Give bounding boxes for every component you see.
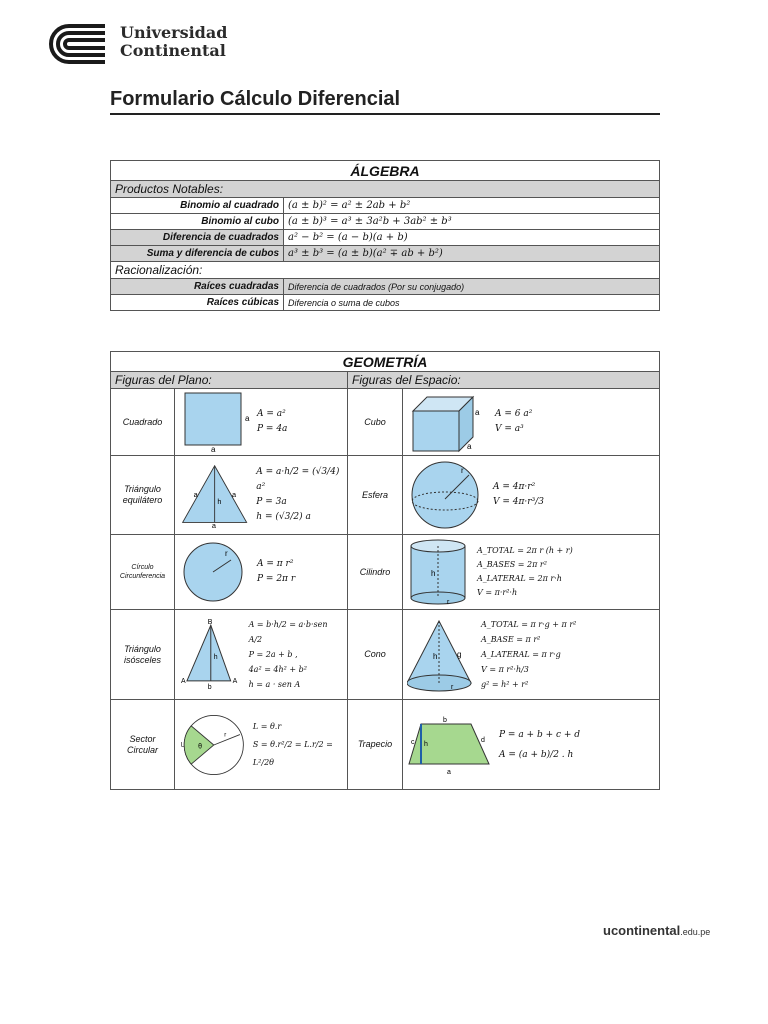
figure-cell xyxy=(175,389,348,456)
svg-text:b: b xyxy=(443,716,447,724)
svg-text:a: a xyxy=(211,445,216,453)
svg-text:r: r xyxy=(451,683,454,691)
svg-text:b: b xyxy=(207,683,212,691)
circle-figure xyxy=(179,540,251,604)
formula: A_BASES = 2π r² xyxy=(477,560,547,569)
row-formula: (a ± b)² = a² ± 2ab + b² xyxy=(284,198,660,214)
table-row xyxy=(111,279,660,295)
formula: V = π r²·h/3 xyxy=(481,665,529,674)
row-formula: (a ± b)³ = a³ ± 3a²b + 3ab² ± b³ xyxy=(284,214,660,230)
brand-name: ucontinental xyxy=(603,923,681,938)
formula: h = (√3/2) a xyxy=(256,512,311,522)
row-label: Raíces cúbicas xyxy=(111,295,284,311)
section-productos-notables: Productos Notables: xyxy=(111,181,660,198)
equilateral-triangle-figure xyxy=(179,459,250,531)
figure-cell xyxy=(403,456,660,535)
formula: A = a·h/2 = (√3/4) a² xyxy=(256,467,340,492)
formula: A = a² xyxy=(257,409,286,419)
formula: V = a³ xyxy=(495,424,524,434)
figure-cell xyxy=(403,610,660,700)
svg-text:h: h xyxy=(217,497,222,507)
formula: A_TOTAL = π r·g + π r² xyxy=(481,620,577,629)
square-figure xyxy=(179,391,251,453)
formula: h = a · sen A xyxy=(248,680,301,689)
svg-text:A: A xyxy=(180,677,186,685)
cone-figure xyxy=(407,615,475,695)
svg-text:h: h xyxy=(424,740,428,748)
row-note: Diferencia de cuadrados (Por su conjugado) xyxy=(284,279,660,295)
figure-cell xyxy=(403,389,660,456)
row-label: Binomio al cuadrado xyxy=(111,198,284,214)
title-rule xyxy=(110,113,660,115)
row-formula: a² − b² = (a − b)(a + b) xyxy=(284,230,660,246)
svg-text:a: a xyxy=(232,489,237,499)
figure-cell xyxy=(403,700,660,790)
svg-text:a: a xyxy=(447,768,451,776)
svg-text:B: B xyxy=(207,618,213,626)
algebra-table xyxy=(110,160,660,311)
formula: A = (a + b)/2 . h xyxy=(499,749,574,760)
table-row xyxy=(111,230,660,246)
figure-cell xyxy=(175,456,348,535)
table-row xyxy=(111,246,660,262)
space-figures-header: Figuras del Espacio: xyxy=(348,372,660,389)
svg-text:r: r xyxy=(447,599,450,606)
formula: A = 4π·r² xyxy=(493,482,536,492)
svg-text:a: a xyxy=(245,414,250,423)
formula: A_BASE = π r² xyxy=(481,635,541,644)
figure-label: Esfera xyxy=(348,456,403,535)
university-logo xyxy=(47,22,109,66)
table-row xyxy=(111,700,660,790)
figure-label: Cono xyxy=(348,610,403,700)
figure-cell xyxy=(175,535,348,610)
figure-label: Cuadrado xyxy=(111,389,175,456)
svg-text:r: r xyxy=(461,466,464,475)
table-row xyxy=(111,389,660,456)
svg-text:a: a xyxy=(211,520,216,530)
section-racionalizacion: Racionalización: xyxy=(111,262,660,279)
cube-figure xyxy=(407,391,489,453)
cylinder-figure xyxy=(407,538,471,606)
formula: V = π·r²·h xyxy=(477,588,518,597)
svg-text:g: g xyxy=(457,649,462,659)
row-formula: a³ ± b³ = (a ± b)(a² ∓ ab + b²) xyxy=(284,246,660,262)
table-row xyxy=(111,198,660,214)
footer-brand xyxy=(603,923,710,938)
trapezoid-figure xyxy=(407,714,493,776)
university-line1: Universidad xyxy=(120,23,228,42)
formula: A_LATERAL = π r·g xyxy=(481,650,561,659)
svg-text:h: h xyxy=(431,569,436,578)
figure-label: Triángulo isósceles xyxy=(111,610,175,700)
svg-text:a: a xyxy=(193,489,198,499)
row-label: Binomio al cubo xyxy=(111,214,284,230)
formula: L = θ.r xyxy=(252,721,282,731)
formula: A = b·h/2 = a·b·sen A/2 xyxy=(248,620,328,644)
algebra-title: ÁLGEBRA xyxy=(111,161,660,181)
formula: V = 4π·r³/3 xyxy=(493,497,544,507)
figure-label: Trapecio xyxy=(348,700,403,790)
figure-cell xyxy=(403,535,660,610)
formula: A_TOTAL = 2π r (h + r) xyxy=(477,546,573,555)
svg-text:c: c xyxy=(411,738,415,746)
row-label: Suma y diferencia de cubos xyxy=(111,246,284,262)
svg-text:a: a xyxy=(475,408,480,417)
formula: P = 2a + b , xyxy=(248,650,298,659)
figure-cell xyxy=(175,610,348,700)
figure-label: Triángulo equilátero xyxy=(111,456,175,535)
figure-cell xyxy=(175,700,348,790)
geometry-title: GEOMETRÍA xyxy=(111,352,660,372)
row-label: Diferencia de cuadrados xyxy=(111,230,284,246)
svg-text:h: h xyxy=(213,653,218,661)
formula: 4a² = 4h² + b² xyxy=(248,665,307,674)
figure-label: Círculo Circunferencia xyxy=(111,535,175,610)
svg-text:L: L xyxy=(180,741,185,749)
svg-text:h: h xyxy=(433,651,438,661)
svg-text:A: A xyxy=(232,677,238,685)
table-row xyxy=(111,456,660,535)
geometry-table xyxy=(110,351,660,790)
brand-suffix: .edu.pe xyxy=(680,927,711,937)
formula: A_LATERAL = 2π r·h xyxy=(477,574,562,583)
svg-text:a: a xyxy=(467,442,472,451)
svg-text:θ: θ xyxy=(198,742,202,750)
isosceles-triangle-figure xyxy=(179,619,243,691)
university-line2: Continental xyxy=(120,41,226,60)
row-note: Diferencia o suma de cubos xyxy=(284,295,660,311)
figure-label: Sector Circular xyxy=(111,700,175,790)
formula: g² = h² + r² xyxy=(481,680,529,689)
svg-text:d: d xyxy=(481,736,485,744)
formula: A = π r² xyxy=(257,559,294,569)
figure-label: Cilindro xyxy=(348,535,403,610)
circular-sector-figure xyxy=(179,707,247,783)
table-row xyxy=(111,295,660,311)
plane-figures-header: Figuras del Plano: xyxy=(111,372,348,389)
formula: P = 2π r xyxy=(257,574,296,584)
table-row xyxy=(111,214,660,230)
formula: P = a + b + c + d xyxy=(499,729,581,740)
formula: A = 6 a² xyxy=(495,409,533,419)
university-name xyxy=(120,24,227,60)
document-title: Formulario Cálculo Diferencial xyxy=(110,88,401,110)
sphere-figure xyxy=(407,459,487,531)
svg-text:r: r xyxy=(224,730,227,738)
formula: P = 3a xyxy=(256,497,287,507)
formula: S = θ.r²/2 = L.r/2 = L²/2θ xyxy=(252,739,333,767)
row-label: Raíces cuadradas xyxy=(111,279,284,295)
svg-text:r: r xyxy=(225,549,228,558)
formula: P = 4a xyxy=(257,424,288,434)
table-row xyxy=(111,535,660,610)
figure-label: Cubo xyxy=(348,389,403,456)
table-row xyxy=(111,610,660,700)
